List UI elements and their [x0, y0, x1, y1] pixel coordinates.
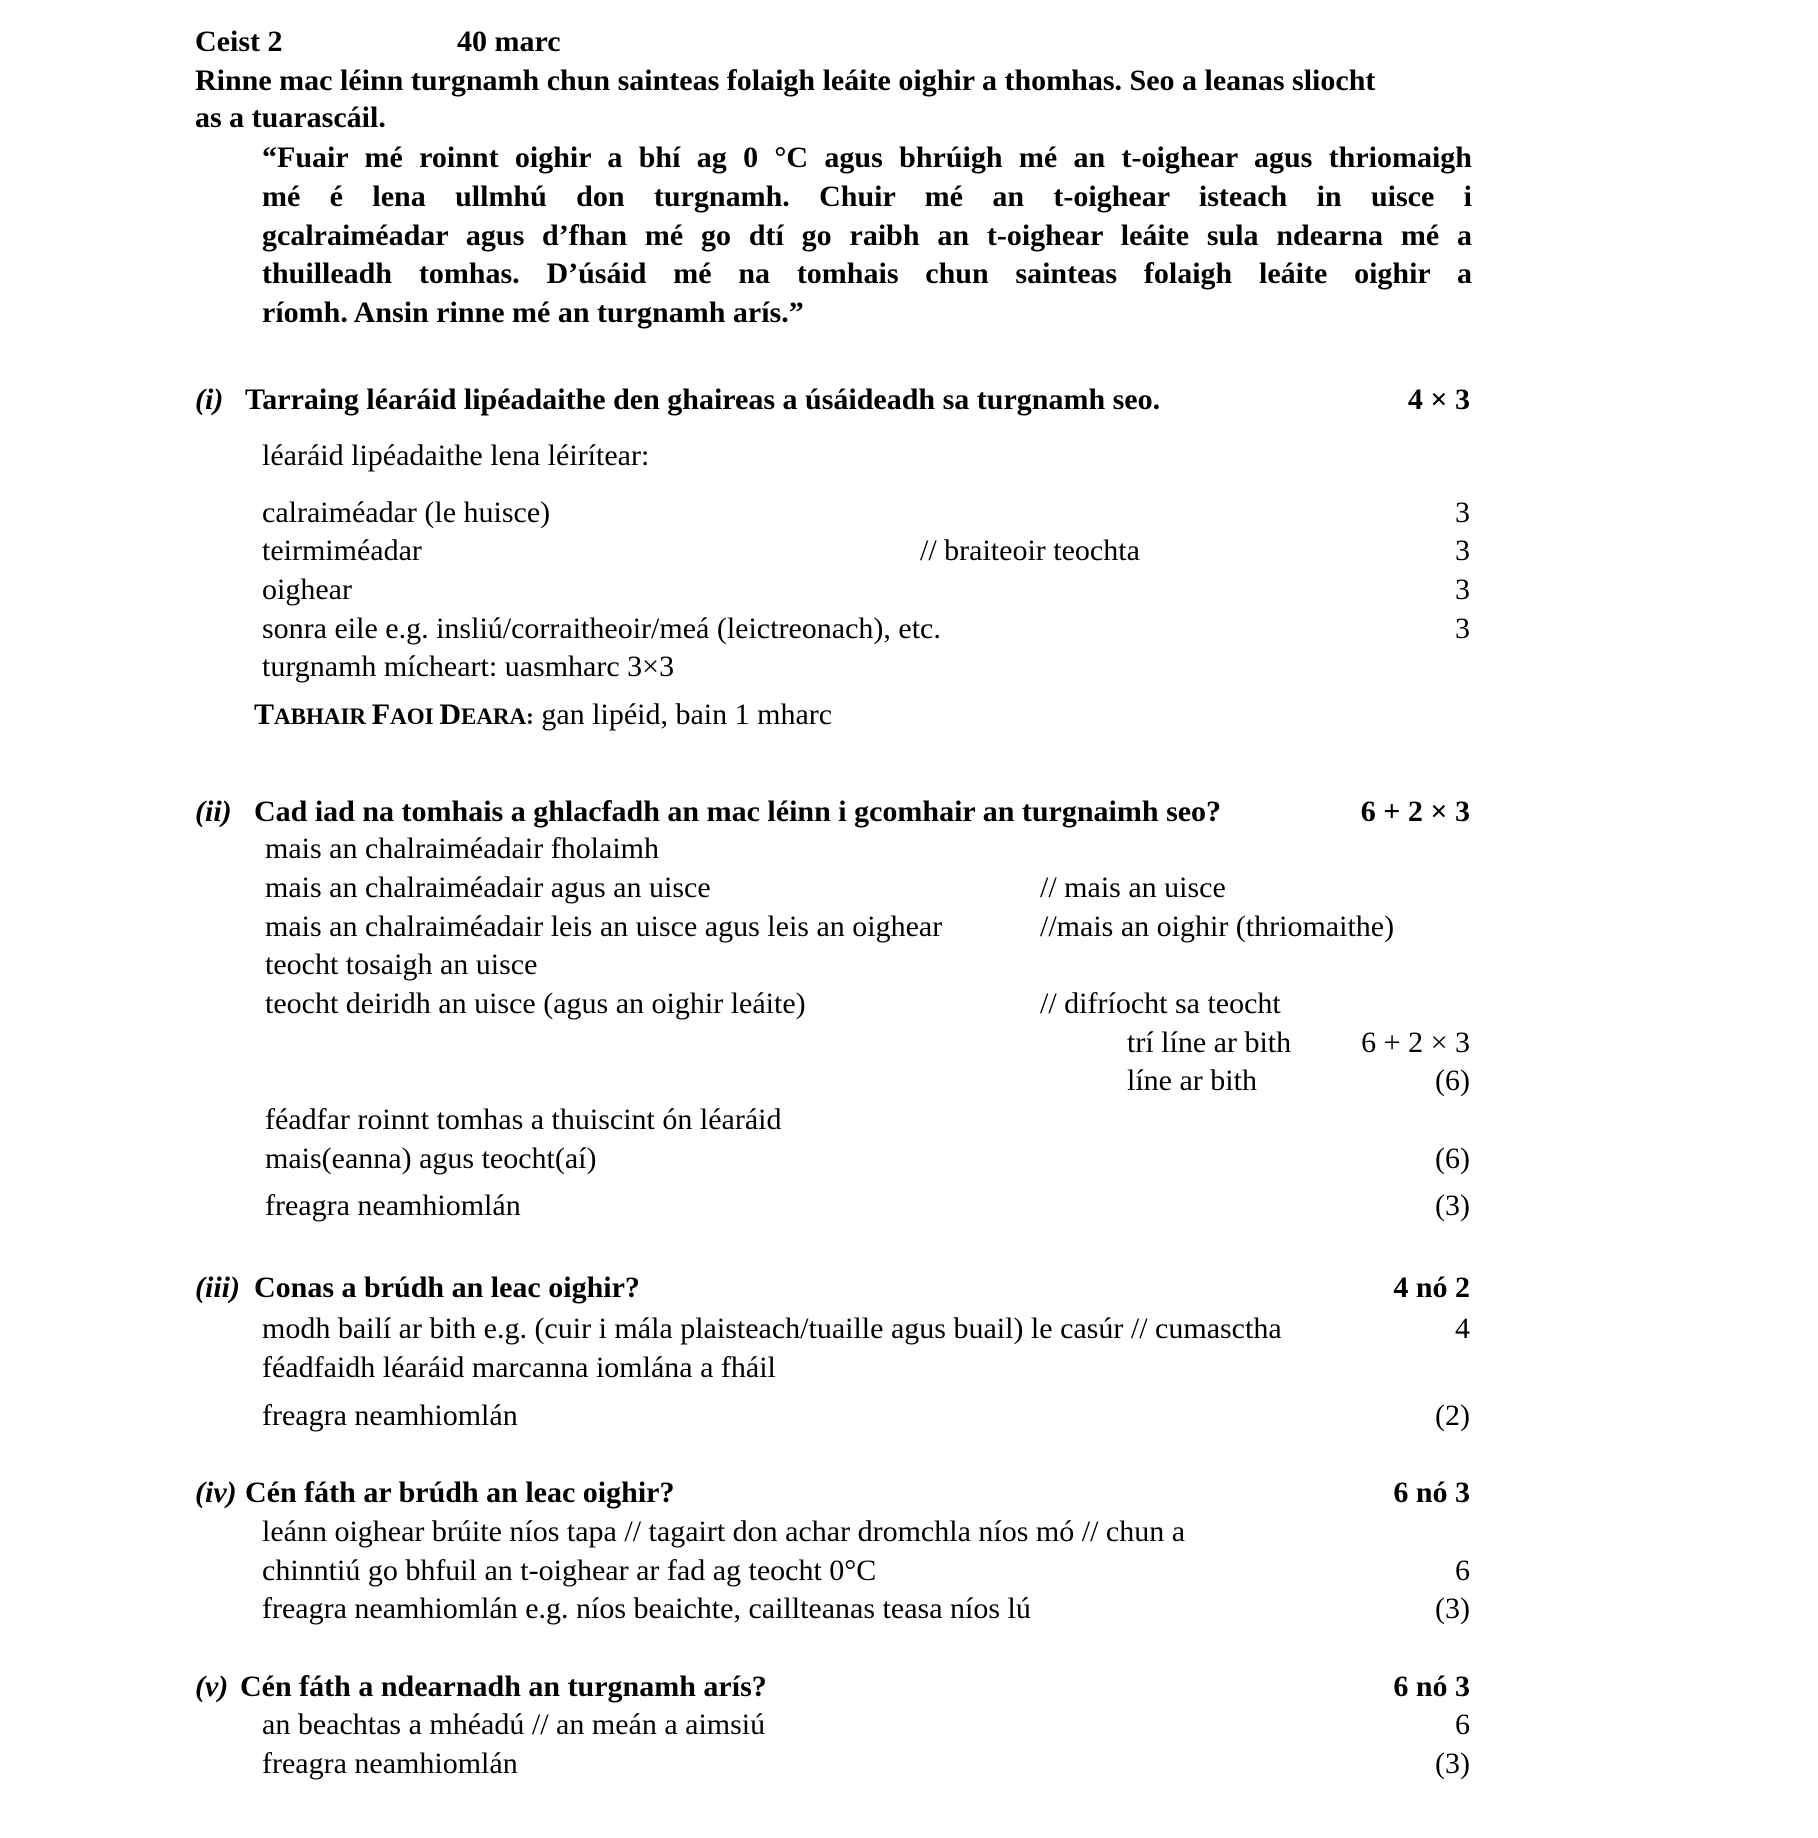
part-marks: 4 nó 2: [1393, 1271, 1470, 1304]
answer-item: féadfar roinnt tomhas a thuiscint ón léaráid: [265, 1103, 782, 1136]
answer-mark: (3): [1435, 1189, 1470, 1222]
answer-item: mais an chalraiméadair fholaimh: [265, 832, 659, 865]
answer-item: freagra neamhiomlán: [262, 1399, 518, 1432]
quote-line: thuilleadh tomhas. D’úsáid mé na tomhais chun sainteas folaigh leáite oighir a: [262, 257, 1472, 291]
answer-mark: (6): [1435, 1142, 1470, 1175]
quote-line: gcalraiméadar agus d’fhan mé go dtí go raibh an t-oighear leáite sula ndearna mé a: [262, 218, 1472, 252]
note: [254, 697, 832, 735]
part-marks: 6 nó 3: [1393, 1670, 1470, 1703]
answer-alternative: // difríocht sa teocht: [1040, 987, 1281, 1020]
answer-mark: 4: [1455, 1312, 1470, 1345]
part-number: (v): [195, 1670, 229, 1703]
scoring-mark: (6): [1435, 1064, 1470, 1097]
answer-item: mais an chalraiméadair leis an uisce agus leis an oighear: [265, 910, 943, 943]
answer-mark: (3): [1435, 1592, 1470, 1625]
answer-mark: 3: [1455, 534, 1470, 567]
answer-mark: 6: [1455, 1554, 1470, 1587]
answer-item: calraiméadar (le huisce): [262, 496, 551, 529]
answer-mark: 3: [1455, 612, 1470, 645]
part-marks: 6 nó 3: [1393, 1476, 1470, 1509]
answer-alternative: // braiteoir teochta: [920, 534, 1140, 567]
answer-intro: léaráid lipéadaithe lena léirítear:: [262, 439, 650, 472]
answer-item: teocht deiridh an uisce (agus an oighir leáite): [265, 987, 806, 1020]
part-number: (ii): [195, 795, 232, 828]
total-marks: 40 marc: [457, 25, 561, 58]
answer-item: féadfaidh léaráid marcanna iomlána a fháil: [262, 1351, 776, 1384]
part-number: (iii): [195, 1271, 240, 1304]
answer-alternative: //mais an oighir (thriomaithe): [1040, 910, 1395, 943]
answer-item: teocht tosaigh an uisce: [265, 948, 538, 981]
answer-mark: 3: [1455, 573, 1470, 606]
answer-item: oighear: [262, 573, 352, 606]
answer-item: teirmiméadar: [262, 534, 422, 567]
answer-item: sonra eile e.g. insliú/corraitheoir/meá (leictreonach), etc.: [262, 612, 941, 645]
answer-item: leánn oighear brúite níos tapa // tagairt don achar dromchla níos mó // chun a: [262, 1515, 1186, 1548]
question-label: Ceist 2: [195, 25, 283, 58]
answer-item: mais(eanna) agus teocht(aí): [265, 1142, 597, 1175]
answer-mark: 3: [1455, 496, 1470, 529]
part-question: Cad iad na tomhais a ghlacfadh an mac léinn i gcomhair an turgnaimh seo?: [254, 795, 1222, 828]
part-marks: 4 × 3: [1407, 383, 1470, 416]
answer-mark: (2): [1435, 1399, 1470, 1432]
answer-item: an beachtas a mhéadú // an meán a aimsiú: [262, 1708, 766, 1741]
answer-item: freagra neamhiomlán: [265, 1189, 521, 1222]
scoring-label: trí líne ar bith: [1127, 1026, 1292, 1059]
part-marks: 6 + 2 × 3: [1360, 795, 1470, 828]
answer-item: freagra neamhiomlán: [262, 1747, 518, 1780]
answer-mark: 6: [1455, 1708, 1470, 1741]
quote-line: mé é lena ullmhú don turgnamh. Chuir mé an t-oighear isteach in uisce i: [262, 179, 1472, 213]
answer-item: modh bailí ar bith e.g. (cuir i mála plaisteach/tuaille agus buail) le casúr // cumasctha: [262, 1312, 1282, 1345]
part-number: (i): [195, 383, 224, 416]
report-quote: [262, 139, 1472, 333]
answer-alternative: // mais an uisce: [1040, 871, 1226, 904]
scoring-label: líne ar bith: [1127, 1064, 1257, 1097]
part-number: (iv): [195, 1476, 237, 1509]
answer-item: turgnamh mícheart: uasmharc 3×3: [262, 650, 675, 683]
answer-item: mais an chalraiméadair agus an uisce: [265, 871, 711, 904]
note-label: TABHAIR FAOI DEARA:: [254, 698, 534, 731]
part-question: Cén fáth a ndearnadh an turgnamh arís?: [240, 1670, 767, 1703]
note-text: gan lipéid, bain 1 mharc: [533, 698, 833, 731]
intro-line-1: Rinne mac léinn turgnamh chun sainteas folaigh leáite oighir a thomhas. Seo a leanas sliocht: [195, 64, 1376, 97]
answer-mark: (3): [1435, 1747, 1470, 1780]
part-question: Tarraing léaráid lipéadaithe den ghaireas a úsáideadh sa turgnamh seo.: [245, 383, 1161, 416]
answer-item: chinntiú go bhfuil an t-oighear ar fad ag teocht 0°C: [262, 1554, 877, 1587]
part-question: Cén fáth ar brúdh an leac oighir?: [245, 1476, 675, 1509]
part-question: Conas a brúdh an leac oighir?: [254, 1271, 640, 1304]
answer-item: freagra neamhiomlán e.g. níos beaichte, caillteanas teasa níos lú: [262, 1592, 1031, 1625]
quote-line: “Fuair mé roinnt oighir a bhí ag 0 °C agus bhrúigh mé an t-oighear agus thriomaigh: [262, 141, 1472, 174]
intro-line-2: as a tuarascáil.: [195, 101, 386, 134]
scoring-mark: 6 + 2 × 3: [1361, 1026, 1470, 1059]
quote-line: ríomh. Ansin rinne mé an turgnamh arís.”: [262, 296, 804, 330]
